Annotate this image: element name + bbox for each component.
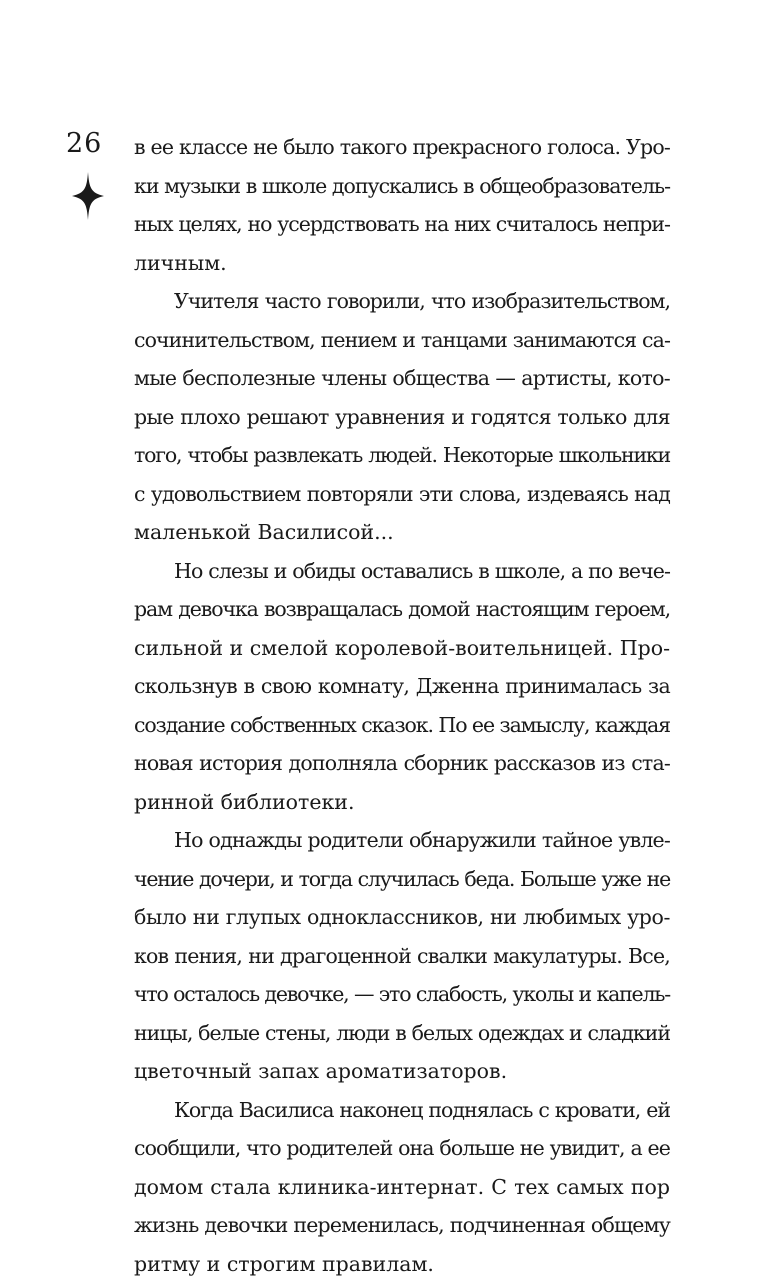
text-line: Но однажды родители обнаружили тайное увле- xyxy=(134,821,670,860)
text-line: цветочный запах ароматизаторов. xyxy=(134,1052,670,1091)
text-line: ринной библиотеки. xyxy=(134,783,670,822)
text-line: Когда Василиса наконец поднялась с кровати, ей xyxy=(134,1091,670,1130)
text-line: сильной и смелой королевой-воительницей. Про- xyxy=(134,629,670,668)
text-line: ницы, белые стены, люди в белых одеждах и сладкий xyxy=(134,1014,670,1053)
text-line: Учителя часто говорили, что изобразительством, xyxy=(134,282,670,321)
text-line: новая история дополняла сборник рассказов из ста- xyxy=(134,744,670,783)
text-line: жизнь девочки переменилась, подчиненная общему xyxy=(134,1206,670,1245)
text-line: рые плохо решают уравнения и годятся только для xyxy=(134,398,670,437)
text-line: рам девочка возвращалась домой настоящим героем, xyxy=(134,590,670,629)
text-line: создание собственных сказок. По ее замыслу, каждая xyxy=(134,706,670,745)
page-number: 26 xyxy=(66,128,102,160)
text-line: домом стала клиника-интернат. С тех самых пор xyxy=(134,1168,670,1207)
text-line: в ее классе не было такого прекрасного голоса. Уро- xyxy=(134,128,670,167)
text-line: маленькой Василисой... xyxy=(134,513,670,552)
text-line: личным. xyxy=(134,244,670,283)
text-line: того, чтобы развлекать людей. Некоторые школьники xyxy=(134,436,670,475)
text-line: сочинительством, пением и танцами занимаются са- xyxy=(134,321,670,360)
text-line: было ни глупых одноклассников, ни любимых уро- xyxy=(134,898,670,937)
text-line: ки музыки в школе допускались в общеобразователь- xyxy=(134,167,670,206)
text-line: чение дочери, и тогда случилась беда. Больше уже не xyxy=(134,860,670,899)
body-text xyxy=(134,128,670,1283)
text-line: скользнув в свою комнату, Дженна принималась за xyxy=(134,667,670,706)
text-line: с удовольствием повторяли эти слова, издеваясь над xyxy=(134,475,670,514)
four-point-star-icon xyxy=(72,172,104,220)
text-line: что осталось девочке, — это слабость, уколы и капель- xyxy=(134,975,670,1014)
text-line: ков пения, ни драгоценной свалки макулатуры. Все, xyxy=(134,937,670,976)
text-line: сообщили, что родителей она больше не увидит, а ее xyxy=(134,1129,670,1168)
text-line: Но слезы и обиды оставались в школе, а по вече- xyxy=(134,552,670,591)
text-line: мые бесполезные члены общества — артисты, кото- xyxy=(134,359,670,398)
text-line: ных целях, но усердствовать на них считалось непри- xyxy=(134,205,670,244)
text-line: ритму и строгим правилам. xyxy=(134,1245,670,1283)
